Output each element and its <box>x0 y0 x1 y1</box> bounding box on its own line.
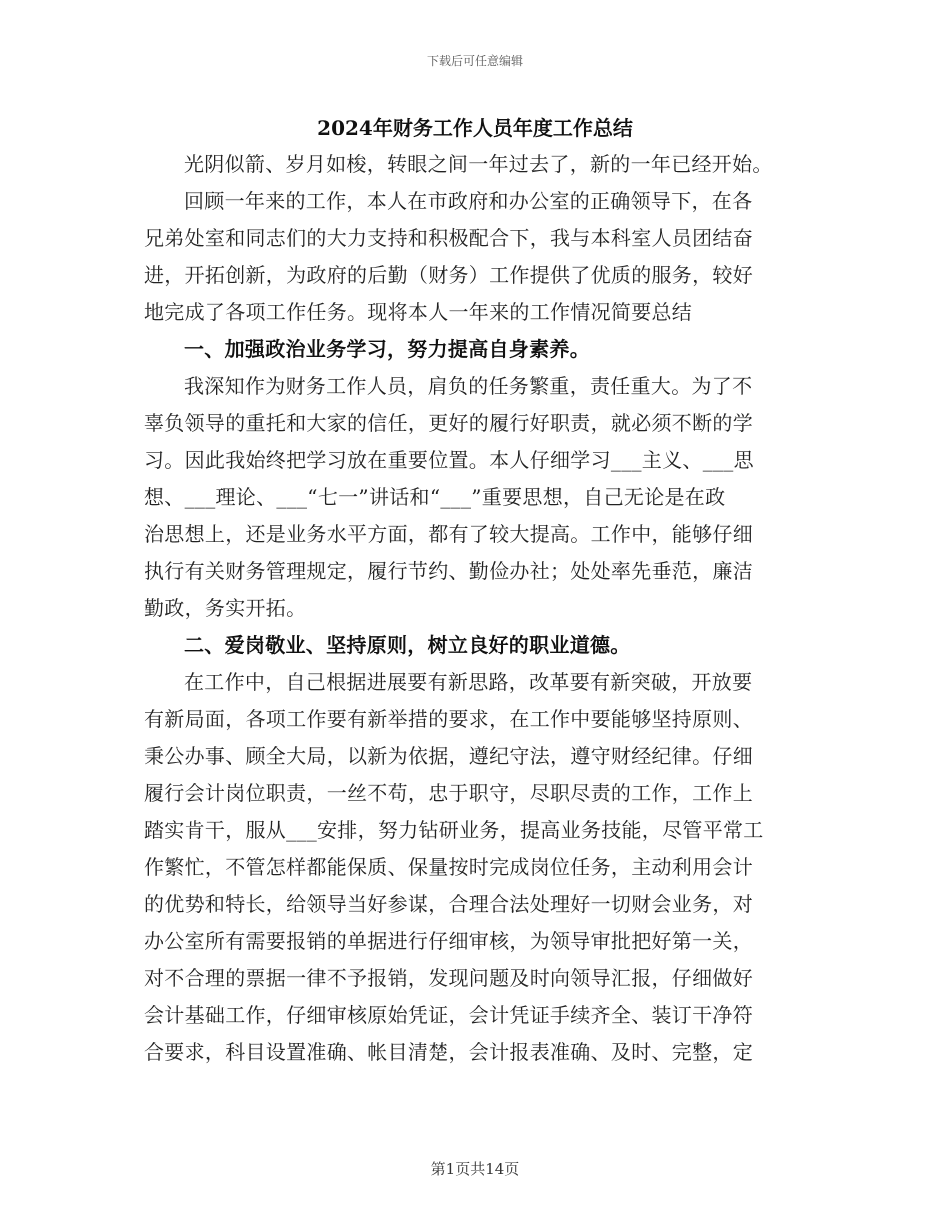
header-note: 下载后可任意编辑 <box>426 54 523 68</box>
body-line: 回顾一年来的工作，本人在市政府和办公室的正确领导下，在各 <box>184 189 753 213</box>
body-line: 想、___理论、___“七一”讲话和“___”重要思想，自己无论是在政 <box>144 485 726 509</box>
document-body <box>144 146 812 1071</box>
section-heading-1: 一、加强政治业务学习，努力提高自身素养。 <box>184 337 590 361</box>
body-line: 习。因此我始终把学习放在重要位置。本人仔细学习___主义、___思 <box>144 448 754 472</box>
body-line: 进，开拓创新，为政府的后勤（财务）工作提供了优质的服务，较好 <box>144 263 753 287</box>
body-line: 地完成了各项工作任务。现将本人一年来的工作情况简要总结 <box>144 300 693 324</box>
body-line: 有新局面，各项工作要有新举措的要求，在工作中要能够坚持原则、 <box>144 707 753 731</box>
body-line: 会计基础工作，仔细审核原始凭证，会计凭证手续齐全、装订干净符 <box>144 1003 753 1027</box>
body-line: 我深知作为财务工作人员，肩负的任务繁重，责任重大。为了不 <box>184 374 753 398</box>
body-line: 的优势和特长，给领导当好参谋，合理合法处理好一切财会业务，对 <box>144 892 753 916</box>
body-line: 秉公办事、顾全大局，以新为依据，遵纪守法，遵守财经纪律。仔细 <box>144 744 753 768</box>
body-line: 对不合理的票据一律不予报销，发现问题及时向领导汇报，仔细做好 <box>144 966 753 990</box>
body-line: 合要求，科目设置准确、帐目清楚，会计报表准确、及时、完整，定 <box>144 1040 753 1064</box>
body-line: 踏实肯干，服从___安排，努力钻研业务，提高业务技能，尽管平常工 <box>144 818 764 842</box>
body-line: 光阴似箭、岁月如梭，转眼之间一年过去了，新的一年已经开始。 <box>184 152 773 176</box>
body-line: 在工作中，自己根据进展要有新思路，改革要有新突破，开放要 <box>184 670 753 694</box>
body-line: 辜负领导的重托和大家的信任，更好的履行好职责，就必须不断的学 <box>144 411 753 435</box>
body-line: 办公室所有需要报销的单据进行仔细审核，为领导审批把好第一关， <box>144 929 753 953</box>
section-heading-2: 二、爱岗敬业、坚持原则，树立良好的职业道德。 <box>184 633 631 657</box>
page-number-footer: 第1页共14页 <box>430 1160 520 1178</box>
body-line: 履行会计岗位职责，一丝不苟，忠于职守，尽职尽责的工作，工作上 <box>144 781 753 805</box>
body-line: 作繁忙，不管怎样都能保质、保量按时完成岗位任务，主动利用会计 <box>144 855 753 879</box>
body-line: 兄弟处室和同志们的大力支持和积极配合下，我与本科室人员团结奋 <box>144 226 753 250</box>
body-line: 治思想上，还是业务水平方面，都有了较大提高。工作中，能够仔细 <box>144 522 753 546</box>
body-line: 执行有关财务管理规定，履行节约、勤俭办社；处处率先垂范，廉洁 <box>144 559 753 583</box>
document-title: 2024年财务工作人员年度工作总结 <box>317 116 633 140</box>
body-line: 勤政，务实开拓。 <box>144 596 307 620</box>
